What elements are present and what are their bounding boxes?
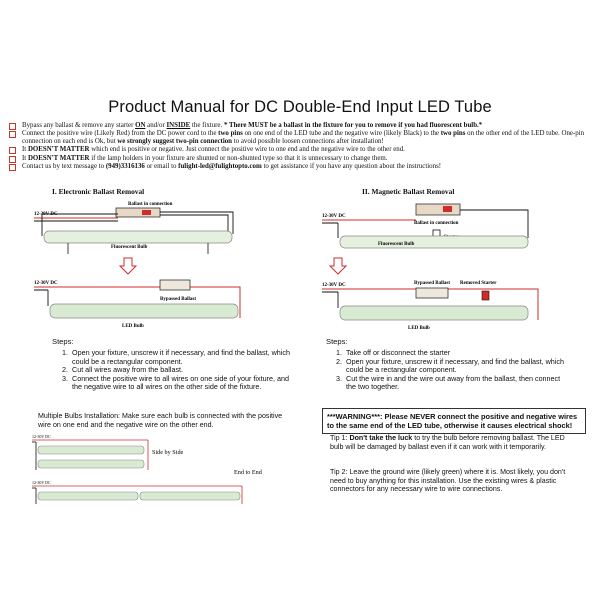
led-tube	[340, 306, 528, 320]
step-item: 1. Open your fixture, unscrew it if necessary, and find the ballast, which could be a rectangular component.	[70, 349, 292, 366]
led-bulb-label: LED Bulb	[122, 324, 144, 329]
instruction-text: on one end of the LED tube and the negative wire (likely Black) to the	[242, 130, 441, 138]
voltage-label-bottom: 12-30V DC	[34, 281, 58, 286]
checkbox-icon	[9, 164, 16, 171]
fluorescent-bulb-label: Fluorescent Bulb	[378, 242, 415, 247]
checkbox-icon	[9, 147, 16, 154]
multiple-bulbs-diagram	[28, 432, 278, 512]
end-to-end-label: End to End	[234, 469, 262, 476]
instruction-text: we strongly suggest two-pin connection	[117, 138, 233, 146]
checkbox-icon	[9, 131, 16, 138]
page-title: Product Manual for DC Double-End Input LED Tube	[108, 98, 492, 116]
tip-2: Tip 2: Leave the ground wire (likely green) where it is. Most likely, you don't need to buy anything for this installation. Use the existing wires & plastic connectors for any necessary wire to wire connections.	[330, 468, 566, 494]
instruction-text: to get assistance if you have any question about the instructions!	[261, 162, 442, 170]
fluorescent-tube	[340, 236, 528, 248]
ballast-in-connection-label: Ballast in connection	[128, 202, 173, 207]
bypassed-ballast-label: Bypassed Ballast	[414, 281, 450, 286]
bypassed-ballast-box	[416, 288, 448, 298]
instruction-text: which end is positive or negative. Just connect the positive wire to one end and the negative wire to the other end.	[89, 146, 405, 154]
ballast-box	[116, 208, 160, 217]
magnetic-ballast-diagram	[318, 196, 578, 338]
led-tube	[38, 446, 144, 454]
instruction-text: Bypass any ballast & remove any starter	[22, 122, 136, 129]
side-by-side-label: Side by Side	[152, 449, 184, 456]
instruction-item	[8, 130, 596, 146]
removed-starter-icon	[482, 291, 489, 300]
step-item: 2. Open your fixture, unscrew it if necessary, and find the ballast, which could be a rectangular component.	[344, 358, 566, 375]
instruction-text: It	[22, 154, 28, 162]
ballast-indicator	[142, 210, 151, 215]
warning-box: ***WARNING***: Please NEVER connect the positive and negative wires to the same end of the LED tube, otherwise it causes electrical shock!	[322, 408, 586, 434]
instruction-item	[8, 122, 596, 130]
instruction-item	[8, 163, 596, 171]
instruction-text: Contact us by text message to	[22, 162, 106, 170]
voltage-label-top: 12-30V DC	[322, 214, 346, 219]
multi-voltage-1: 12-30V DC	[32, 434, 51, 439]
bypassed-ballast-label: Bypassed Ballast	[160, 297, 196, 302]
left-section-heading: I. Electronic Ballast Removal	[52, 187, 145, 196]
right-steps-label: Steps:	[326, 337, 348, 346]
down-arrow-icon	[120, 258, 136, 274]
instruction-text: INSIDE	[166, 122, 191, 129]
instruction-text: DOESN'T MATTER	[27, 146, 90, 154]
multi-voltage-2: 12-30V DC	[32, 480, 51, 485]
instruction-item	[8, 155, 596, 163]
instruction-text: It	[22, 146, 28, 154]
instruction-text: or email to	[144, 162, 179, 170]
tip-1-prefix: Tip 1:	[330, 434, 350, 442]
down-arrow-icon	[330, 258, 346, 274]
step-item: 2. Cut all wires away from the ballast.	[70, 366, 292, 375]
instruction-text: (949)3316136	[105, 162, 145, 170]
instruction-text: on the other end of the LED tube. One-pin connection on each end is Ok, but	[22, 130, 585, 146]
multiple-bulbs-note: Multiple Bulbs Installation: Make sure each bulb is connected with the positive wire on one end and the negative wire on the other end.	[38, 412, 283, 429]
instruction-item	[8, 146, 596, 154]
checkbox-icon	[9, 123, 16, 130]
left-steps-list	[52, 349, 292, 392]
led-bulb-label: LED Bulb	[408, 326, 430, 331]
step-item: 3. Cut the wire in and the wire out away from the ballast, then connect the two together.	[344, 375, 566, 392]
checkbox-icon	[9, 156, 16, 163]
instruction-text: if the lamp holders in your fixture are shunted or non-shunted type so that it is unnecessary to change them.	[89, 154, 388, 162]
fluorescent-tube	[44, 231, 232, 243]
fluorescent-bulb-label: Fluorescent Bulb	[111, 245, 148, 250]
tip-1-rest: to try the bulb before removing ballast. The LED bulb will be damaged by ballast even if it can work with it temporarily.	[330, 434, 565, 451]
ballast-box	[416, 204, 460, 215]
instruction-text: Connect the positive wire (Likely Red) from the DC power cord to the	[22, 130, 219, 138]
bypassed-ballast-box	[160, 280, 190, 290]
tip-1-bold: Don't take the luck	[349, 434, 413, 442]
instruction-text: two pins	[440, 130, 466, 138]
led-tube	[50, 304, 238, 318]
instruction-text: two pins	[218, 130, 243, 138]
instruction-text: the fixture.	[190, 122, 224, 129]
instruction-text: * There MUST be a ballast in the fixture for you to remove if you had fluorescent bulb.*	[223, 122, 483, 129]
electronic-ballast-diagram	[28, 196, 278, 338]
step-item: 3. Connect the positive wire to all wires on one side of your fixture, and the negative wire to all wires on the other side of the fixture.	[70, 375, 292, 392]
left-steps-label: Steps:	[52, 337, 74, 346]
step-item: 1. Take off or disconnect the starter	[344, 349, 566, 358]
led-tube	[38, 460, 144, 468]
voltage-label-top: 12-30V DC	[34, 212, 58, 217]
instruction-list	[8, 122, 596, 171]
instruction-text: to avoid possible loosen connections after installation!	[232, 138, 384, 146]
tip-1	[330, 434, 570, 451]
instruction-text: fulight-led@fulightopto.com	[178, 162, 262, 170]
ballast-in-connection-label: Ballast in connection	[414, 221, 459, 226]
instruction-text: and/or	[145, 122, 167, 129]
instruction-text: DOESN'T MATTER	[27, 154, 90, 162]
instruction-text: ON	[135, 122, 146, 129]
right-steps-list	[326, 349, 566, 392]
right-section-heading: II. Magnetic Ballast Removal	[362, 187, 455, 196]
removed-starter-label: Removed Starter	[460, 281, 497, 286]
led-tube	[140, 492, 240, 500]
led-tube	[38, 492, 138, 500]
voltage-label-bottom: 12-30V DC	[322, 283, 346, 288]
